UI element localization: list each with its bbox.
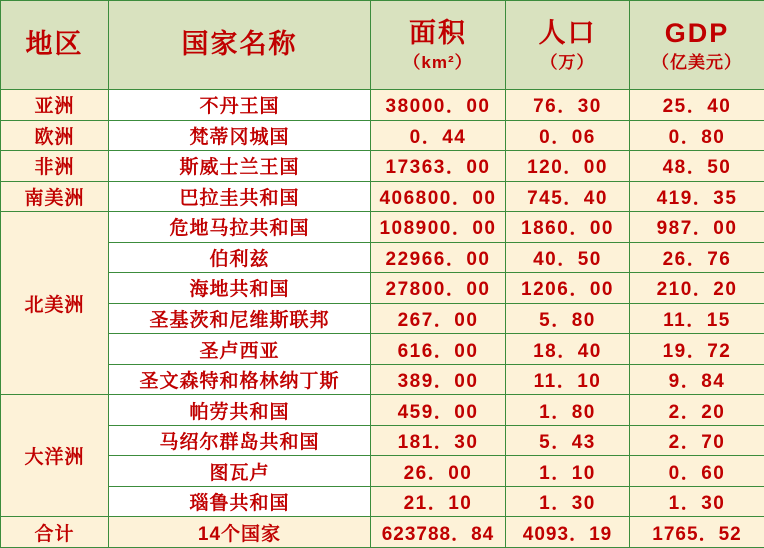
country-cell: 危地马拉共和国 — [109, 212, 371, 243]
column-header-area-label: 面积 — [409, 17, 467, 48]
population-cell: 76．30 — [506, 90, 630, 121]
column-header-country — [109, 1, 371, 90]
country-cell: 伯利兹 — [109, 242, 371, 273]
table-total-row — [1, 517, 764, 548]
table-row — [1, 90, 764, 121]
country-cell: 不丹王国 — [109, 90, 371, 121]
column-header-gdp-unit: （亿美元） — [652, 52, 742, 72]
table-row — [1, 395, 764, 426]
country-cell: 马绍尔群岛共和国 — [109, 425, 371, 456]
population-cell: 120．00 — [506, 151, 630, 182]
gdp-cell: 419．35 — [630, 181, 764, 212]
area-cell: 181．30 — [371, 425, 506, 456]
population-cell: 1．80 — [506, 395, 630, 426]
population-cell: 1206．00 — [506, 273, 630, 304]
country-cell: 帕劳共和国 — [109, 395, 371, 426]
area-cell: 616．00 — [371, 334, 506, 365]
gdp-cell: 11．15 — [630, 303, 764, 334]
gdp-cell: 48．50 — [630, 151, 764, 182]
table-row — [1, 456, 764, 487]
country-cell: 斯威士兰王国 — [109, 151, 371, 182]
country-cell: 瑙鲁共和国 — [109, 486, 371, 517]
gdp-cell: 2．20 — [630, 395, 764, 426]
population-cell: 18．40 — [506, 334, 630, 365]
population-cell: 40．50 — [506, 242, 630, 273]
area-cell: 406800．00 — [371, 181, 506, 212]
column-header-gdp-label: GDP — [664, 17, 730, 48]
region-cell: 北美洲 — [1, 212, 109, 395]
column-header-population-label: 人口 — [538, 17, 597, 48]
table-body — [1, 90, 764, 548]
country-cell: 圣卢西亚 — [109, 334, 371, 365]
total-area: 623788．84 — [371, 517, 506, 548]
area-cell: 22966．00 — [371, 242, 506, 273]
area-cell: 108900．00 — [371, 212, 506, 243]
table-header-row — [1, 1, 764, 90]
country-cell: 梵蒂冈城国 — [109, 120, 371, 151]
gdp-cell: 2．70 — [630, 425, 764, 456]
population-cell: 11．10 — [506, 364, 630, 395]
table-row — [1, 303, 764, 334]
gdp-cell: 25．40 — [630, 90, 764, 121]
column-header-population-unit: （万） — [540, 52, 595, 72]
country-cell: 巴拉圭共和国 — [109, 181, 371, 212]
column-header-country-label: 国家名称 — [181, 29, 298, 60]
area-cell: 267．00 — [371, 303, 506, 334]
gdp-cell: 1．30 — [630, 486, 764, 517]
total-label: 合计 — [1, 517, 109, 548]
table-row — [1, 486, 764, 517]
table-row — [1, 151, 764, 182]
gdp-cell: 210．20 — [630, 273, 764, 304]
gdp-cell: 0．60 — [630, 456, 764, 487]
country-cell: 圣基茨和尼维斯联邦 — [109, 303, 371, 334]
region-cell: 大洋洲 — [1, 395, 109, 517]
table-row — [1, 425, 764, 456]
area-cell: 26．00 — [371, 456, 506, 487]
total-population: 4093．19 — [506, 517, 630, 548]
column-header-region-label: 地区 — [25, 29, 84, 60]
gdp-cell: 987．00 — [630, 212, 764, 243]
population-cell: 745．40 — [506, 181, 630, 212]
column-header-area-unit: （km²） — [403, 52, 473, 72]
table-row — [1, 242, 764, 273]
population-cell: 1860．00 — [506, 212, 630, 243]
total-country-count: 14个国家 — [109, 517, 371, 548]
population-cell: 1．30 — [506, 486, 630, 517]
column-header-gdp — [630, 1, 764, 90]
table-row — [1, 120, 764, 151]
table-row — [1, 334, 764, 365]
column-header-population — [506, 1, 630, 90]
table-row — [1, 212, 764, 243]
region-cell: 亚洲 — [1, 90, 109, 121]
population-cell: 5．43 — [506, 425, 630, 456]
region-cell: 欧洲 — [1, 120, 109, 151]
area-cell: 21．10 — [371, 486, 506, 517]
column-header-area — [371, 1, 506, 90]
gdp-cell: 26．76 — [630, 242, 764, 273]
country-cell: 图瓦卢 — [109, 456, 371, 487]
population-cell: 1．10 — [506, 456, 630, 487]
total-gdp: 1765．52 — [630, 517, 764, 548]
region-cell: 南美洲 — [1, 181, 109, 212]
region-cell: 非洲 — [1, 151, 109, 182]
area-cell: 17363．00 — [371, 151, 506, 182]
area-cell: 27800．00 — [371, 273, 506, 304]
column-header-region — [1, 1, 109, 90]
area-cell: 459．00 — [371, 395, 506, 426]
population-cell: 0．06 — [506, 120, 630, 151]
area-cell: 38000．00 — [371, 90, 506, 121]
table-row — [1, 181, 764, 212]
country-cell: 海地共和国 — [109, 273, 371, 304]
population-cell: 5．80 — [506, 303, 630, 334]
area-cell: 389．00 — [371, 364, 506, 395]
gdp-cell: 19．72 — [630, 334, 764, 365]
table-row — [1, 364, 764, 395]
area-cell: 0．44 — [371, 120, 506, 151]
gdp-cell: 0．80 — [630, 120, 764, 151]
country-cell: 圣文森特和格林纳丁斯 — [109, 364, 371, 395]
gdp-cell: 9．84 — [630, 364, 764, 395]
table-row — [1, 273, 764, 304]
